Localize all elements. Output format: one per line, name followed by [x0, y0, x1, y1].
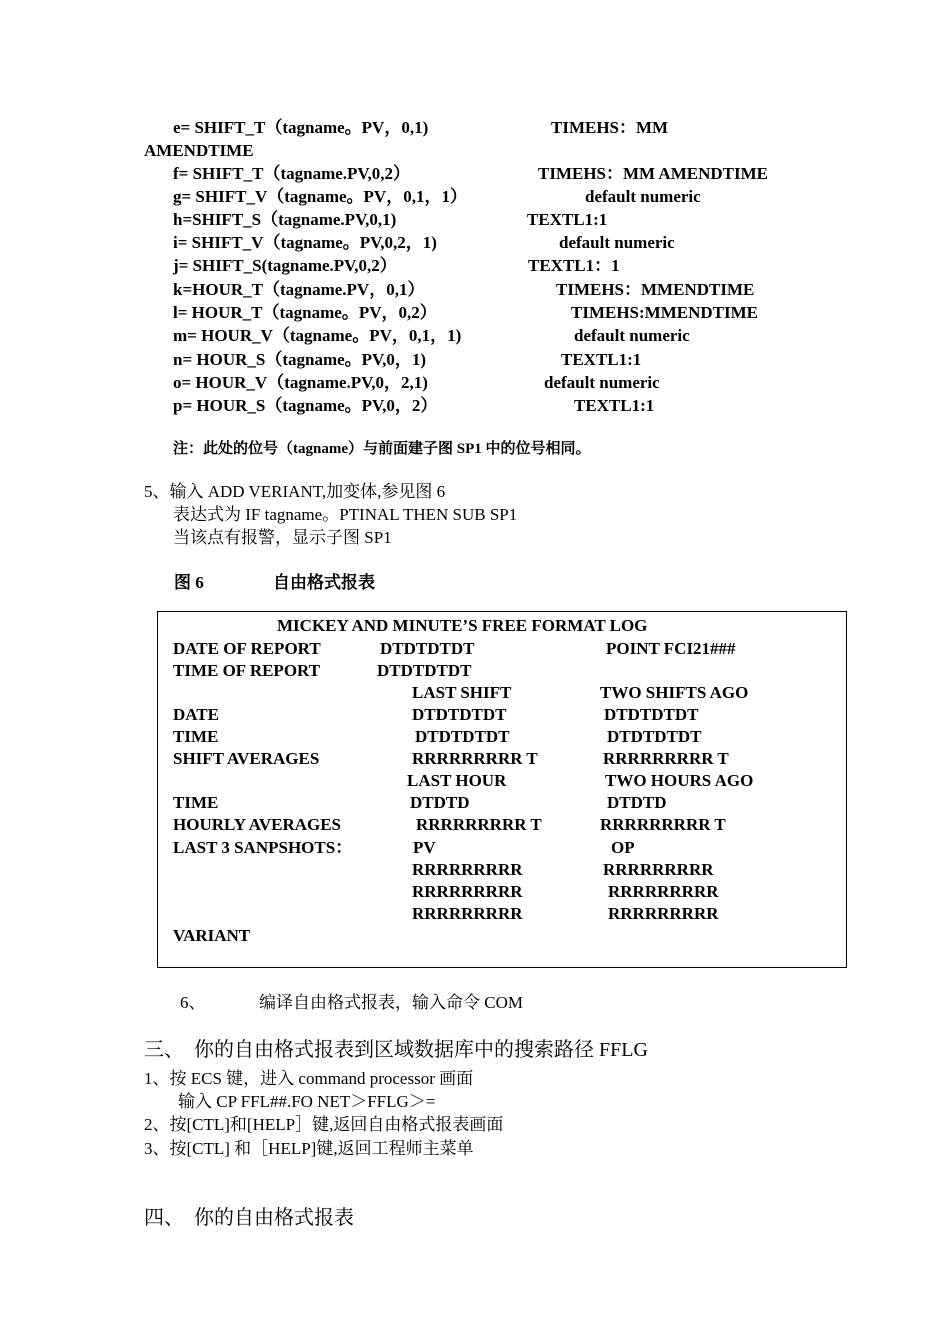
log-snap1-a: RRRRRRRRR [412, 860, 523, 879]
formula-j-left: j= SHIFT_S(tagname.PV,0,2） [173, 256, 397, 275]
formula-f-right: TIMEHS：MM AMENDTIME [538, 164, 768, 183]
formula-l-left: l= HOUR_T（tagname。PV，0,2） [173, 303, 437, 322]
log-snap2-a: RRRRRRRRR [412, 882, 523, 901]
log-time-b: DTDTDTDT [607, 727, 702, 746]
formula-j-right: TEXTL1：1 [528, 256, 620, 275]
log-shift-avg-a: RRRRRRRRR T [412, 749, 538, 768]
log-time-label: TIME [173, 727, 219, 746]
formula-k-right: TIMEHS：MMENDTIME [556, 280, 755, 299]
section3-heading: 三、 你的自由格式报表到区域数据库中的搜索路径 FFLG [144, 1039, 648, 1061]
figure-caption: 自由格式报表 [273, 573, 375, 592]
formula-i-left: i= SHIFT_V（tagname。PV,0,2，1) [173, 233, 437, 252]
log-two-shifts-ago: TWO SHIFTS AGO [600, 683, 749, 702]
formula-i-right: default numeric [559, 233, 675, 252]
formula-h-right: TEXTL1:1 [527, 210, 608, 229]
log-hourly-avg-a: RRRRRRRRR T [416, 815, 542, 834]
log-snap3-a: RRRRRRRRR [412, 904, 523, 923]
formula-e-right: TIMEHS：MM [551, 118, 669, 137]
log-time2-b: DTDTD [607, 793, 667, 812]
log-snap3-b: RRRRRRRRR [608, 904, 719, 923]
log-time2-a: DTDTD [410, 793, 470, 812]
log-last-hour: LAST HOUR [407, 771, 507, 790]
log-time-of-report: TIME OF REPORT [173, 661, 321, 680]
formula-p-left: p= HOUR_S（tagname。PV,0，2） [173, 396, 438, 415]
figure-label: 图 6 [174, 573, 204, 592]
log-op: OP [611, 838, 635, 857]
formula-m-right: default numeric [574, 326, 690, 345]
log-pv: PV [413, 838, 436, 857]
log-variant: VARIANT [173, 926, 251, 945]
section3-line1: 1、按 ECS 键，进入 command processor 画面 [144, 1069, 474, 1088]
formula-n-left: n= HOUR_S（tagname。PV,0，1) [173, 350, 427, 369]
log-date-label: DATE [173, 705, 219, 724]
log-shift-averages: SHIFT AVERAGES [173, 749, 320, 768]
log-hourly-avg-b: RRRRRRRRR T [600, 815, 726, 834]
log-shift-avg-b: RRRRRRRRR T [603, 749, 729, 768]
section3-line3: 2、按[CTL]和[HELP］键,返回自由格式报表画面 [144, 1115, 504, 1134]
note-text: 注：此处的位号（tagname）与前面建子图 SP1 中的位号相同。 [173, 441, 591, 457]
formula-e-cont: AMENDTIME [144, 141, 254, 160]
formula-f-left: f= SHIFT_T（tagname.PV,0,2） [173, 164, 410, 183]
formula-l-right: TIMEHS:MMENDTIME [571, 303, 758, 322]
log-date-value: DTDTDTDT [380, 639, 475, 658]
log-date-of-report: DATE OF REPORT [173, 639, 321, 658]
formula-e-left: e= SHIFT_T（tagname。PV，0,1) [173, 118, 429, 137]
log-point: POINT FCI21### [606, 639, 736, 658]
log-time-a: DTDTDTDT [415, 727, 510, 746]
step6-text: 编译自由格式报表，输入命令 COM [259, 993, 523, 1012]
log-time-value: DTDTDTDT [377, 661, 472, 680]
log-title: MICKEY AND MINUTE’S FREE FORMAT LOG [277, 616, 648, 635]
formula-n-right: TEXTL1:1 [561, 350, 642, 369]
formula-g-right: default numeric [585, 187, 701, 206]
log-hourly-averages: HOURLY AVERAGES [173, 815, 342, 834]
log-time2-label: TIME [173, 793, 219, 812]
step5-line1: 5、输入 ADD VERIANT,加变体,参见图 6 [144, 482, 446, 501]
formula-m-left: m= HOUR_V（tagname。PV，0,1，1) [173, 326, 462, 345]
log-date-a: DTDTDTDT [412, 705, 507, 724]
section4-heading: 四、 你的自由格式报表 [144, 1207, 354, 1229]
formula-o-left: o= HOUR_V（tagname.PV,0，2,1) [173, 373, 428, 392]
formula-k-left: k=HOUR_T（tagname.PV，0,1） [173, 280, 425, 299]
log-snap1-b: RRRRRRRRR [603, 860, 714, 879]
section3-line4: 3、按[CTL] 和［HELP]键,返回工程师主菜单 [144, 1139, 474, 1158]
formula-h-left: h=SHIFT_S（tagname.PV,0,1) [173, 210, 397, 229]
log-snap2-b: RRRRRRRRR [608, 882, 719, 901]
log-last3-snapshots: LAST 3 SANPSHOTS： [173, 838, 353, 857]
log-two-hours-ago: TWO HOURS AGO [605, 771, 754, 790]
log-date-b: DTDTDTDT [604, 705, 699, 724]
section3-line2: 输入 CP FFL##.FO NET＞FFLG＞= [178, 1092, 436, 1111]
formula-o-right: default numeric [544, 373, 660, 392]
step6-number: 6、 [180, 993, 206, 1012]
formula-g-left: g= SHIFT_V（tagname。PV，0,1，1） [173, 187, 467, 206]
step5-line3: 当该点有报警，显示子图 SP1 [173, 528, 392, 547]
step5-line2: 表达式为 IF tagname。PTINAL THEN SUB SP1 [173, 505, 518, 524]
log-last-shift: LAST SHIFT [412, 683, 512, 702]
formula-p-right: TEXTL1:1 [574, 396, 655, 415]
